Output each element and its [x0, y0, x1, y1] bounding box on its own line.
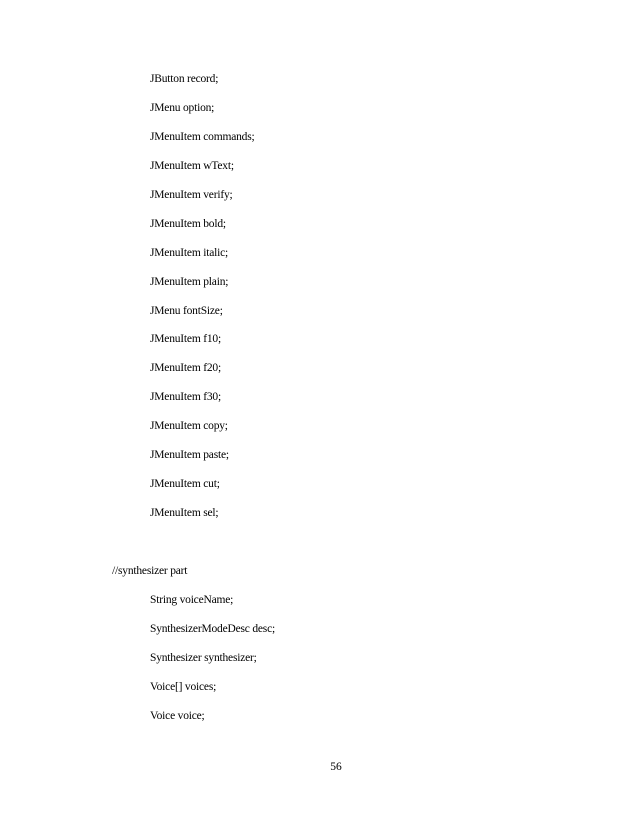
code-line: JMenuItem cut;	[150, 478, 220, 490]
code-line: JMenuItem italic;	[150, 247, 229, 259]
page-number: 56	[330, 761, 342, 773]
code-line: JButton record;	[150, 73, 219, 85]
code-line: JMenuItem f30;	[150, 391, 221, 403]
code-line: Voice voice;	[150, 710, 205, 722]
code-line: JMenuItem f10;	[150, 333, 221, 345]
code-line: String voiceName;	[150, 594, 234, 606]
code-line: JMenuItem paste;	[150, 449, 229, 461]
code-line: JMenuItem sel;	[150, 507, 219, 519]
code-line: JMenuItem commands;	[150, 131, 255, 143]
code-line: Synthesizer synthesizer;	[150, 652, 257, 664]
code-comment: //synthesizer part	[112, 565, 188, 577]
code-line: JMenuItem verify;	[150, 189, 233, 201]
code-line: JMenuItem plain;	[150, 276, 229, 288]
code-line: JMenuItem bold;	[150, 218, 226, 230]
code-line: JMenuItem f20;	[150, 362, 221, 374]
code-line: JMenu fontSize;	[150, 305, 223, 317]
code-line: JMenu option;	[150, 102, 215, 114]
code-line: JMenuItem copy;	[150, 420, 228, 432]
code-line: JMenuItem wText;	[150, 160, 234, 172]
code-line: Voice[] voices;	[150, 681, 217, 693]
code-line: SynthesizerModeDesc desc;	[150, 623, 275, 635]
